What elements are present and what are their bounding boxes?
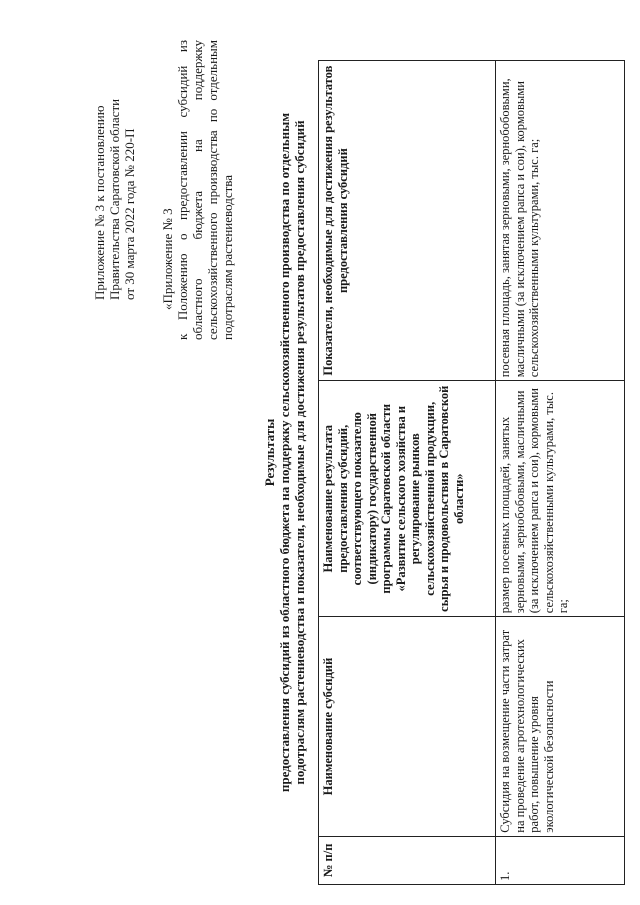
appendix-inner-title: «Приложение № 3 — [160, 208, 175, 310]
header-subsidy: Наименование субсидий — [319, 617, 496, 836]
appendix-inner-header — [160, 40, 235, 340]
header-indicators: Показатели, необходимые для достижения результатов предоставления субсидий — [319, 61, 496, 381]
heading-line-2: подотраслям растениеводства и показатели, необходимые для достижения результатов предоставления субсидий — [292, 120, 307, 785]
row-indicator: посевная площадь, занятая зерновыми, зернобобовыми, масличными (за исключением рапса и сои), кормовыми сельскохозяйственными культурами, тыс. га; — [496, 61, 625, 381]
appendix-line-2: Правительства Саратовской области — [107, 98, 122, 300]
row-subsidy: Субсидия на возмещение части затрат на проведение агротехнологических работ, повышение уровня экологической безопасности — [496, 617, 625, 836]
results-table — [318, 60, 625, 885]
document-heading — [262, 0, 307, 905]
row-result: размер посевных площадей, занятых зерновыми, зернобобовыми, масличными (за исключением рапса и сои), кормовыми сельскохозяйственными культурами, тыс. га; — [496, 381, 625, 617]
table-row — [496, 61, 625, 885]
row-number: 1. — [496, 836, 625, 884]
heading-line-1: предоставления субсидий из областного бюджета на поддержку сельскохозяйственного производства по отдельным — [277, 112, 292, 793]
heading-title: Результаты — [262, 418, 277, 487]
appendix-inner-text: к Положению о предоставлении субсидий из областного бюджета на поддержку сельскохозяйственного производства по отдельным подотраслям растениеводства — [175, 40, 235, 340]
header-result-name: Наименование результата предоставления субсидий, соответствующего показателю (индикатору) государственной программы Саратовской области «Развитие сельского хозяйства и регулирование рынков сельскохозяйственной продукции, сырья и продовольствия в Саратовской области» — [319, 381, 496, 617]
table-header-row — [319, 61, 496, 885]
appendix-header — [92, 40, 137, 300]
appendix-line-3: от 30 марта 2022 года № 220-П — [122, 128, 137, 300]
header-number: № п/п — [319, 836, 496, 884]
appendix-line-1: Приложение № 3 к постановлению — [92, 105, 107, 300]
